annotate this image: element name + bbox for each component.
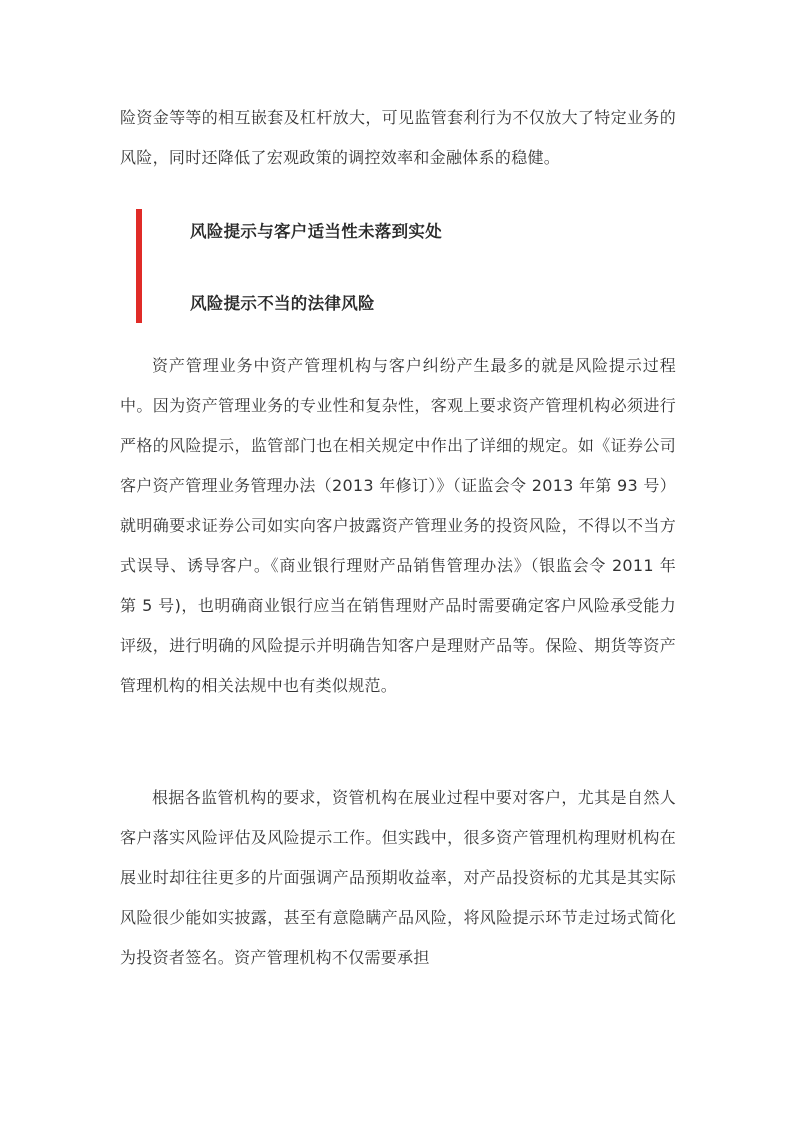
paragraph-body-1: 资产管理业务中资产管理机构与客户纠纷产生最多的就是风险提示过程中。因为资产管理业务的专业性和复杂性，客观上要求资产管理机构必须进行严格的风险提示，监管部门也在相关规定中作出了详细的规定。如《证券公司客户资产管理业务管理办法（2013 年修订）》（证监会令 2013 年第 93 号）就明确要求证券公司如实向客户披露资产管理业务的投资风险，不得以不当方式误导、诱导客户。《商业银行理财产品销售管理办法》（银监会令 2011 年第 5 号)，也明确商业银行应当在销售理财产品时需要确定客户风险承受能力评级，进行明确的风险提示并明确告知客户是理财产品等。保险、期货等资产管理机构的相关法规中也有类似规范。 <box>120 356 676 695</box>
section-heading-block <box>136 209 682 323</box>
section-heading-1: 风险提示与客户适当性未落到实处 <box>190 222 442 241</box>
paragraph-intro: 险资金等等的相互嵌套及杠杆放大，可见监管套利行为不仅放大了特定业务的风险，同时还降低了宏观政策的调控效率和金融体系的稳健。 <box>120 108 676 167</box>
paragraph-body-2: 根据各监管机构的要求，资管机构在展业过程中要对客户，尤其是自然人客户落实风险评估及风险提示工作。但实践中，很多资产管理机构理财机构在展业时却往往更多的片面强调产品预期收益率，对产品投资标的尤其是其实际风险很少能如实披露，甚至有意隐瞒产品风险，将风险提示环节走过场式简化为投资者签名。资产管理机构不仅需要承担 <box>120 788 676 967</box>
section-heading-2: 风险提示不当的法律风险 <box>190 294 375 313</box>
